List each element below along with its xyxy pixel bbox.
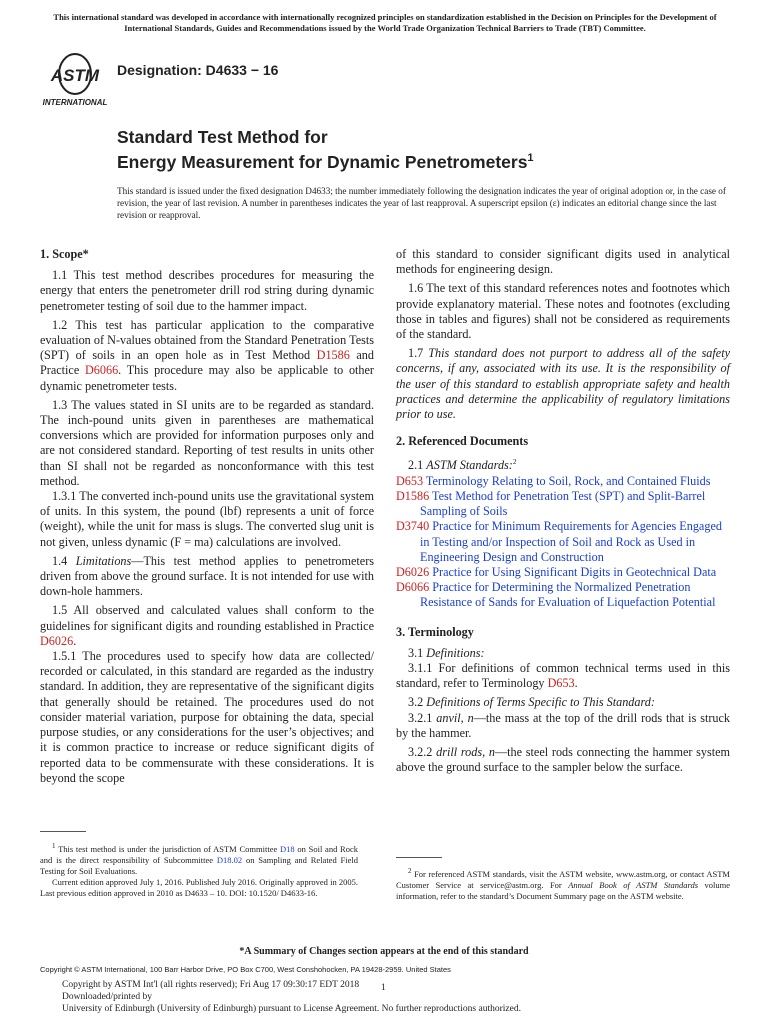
- ref-code[interactable]: D6026: [396, 564, 430, 579]
- svg-text:ASTM: ASTM: [50, 66, 100, 85]
- ref-doc-d1586: [396, 489, 730, 519]
- copyright-line: Copyright © ASTM International, 100 Barr Harbor Drive, PO Box C700, West Conshohocken, PA 19428-2959. United States: [40, 965, 451, 974]
- para-1-3-1: 1.3.1 The converted inch-pound units use the gravitational system of units. In this system, the pound (lbf) represents a unit of force (weight), while the unit for mass is slugs. The converted slug unit is not given, unless dynamic (F = ma) calculations are involved.: [40, 489, 374, 549]
- referenced-docs-list: [396, 474, 730, 611]
- ref-link-d653[interactable]: D653: [547, 676, 575, 691]
- section-heading-scope: 1. Scope*: [40, 247, 89, 261]
- ref-code[interactable]: D6066: [396, 580, 430, 595]
- title-line-1: Standard Test Method for: [117, 127, 328, 147]
- para-1-3: 1.3 The values stated in SI units are to be regarded as standard. The inch-pound units given in parentheses are mathematical conversions which are provided for information purposes only and are not considered standard. Reporting of test results in units other than SI shall not be regarded as nonconformance with this test method.: [40, 397, 374, 488]
- ref-link-d6026[interactable]: D6026: [40, 633, 74, 648]
- para-3-2-1: 3.2.1 anvil, n—the mass at the top of the drill rods that is struck by the hammer.: [396, 710, 731, 740]
- para-1-1: 1.1 This test method describes procedures for measuring the energy that enters the penetrometer drill rod string during dynamic penetrometer testing of soil due to the hammer impact.: [40, 268, 374, 313]
- ref-title[interactable]: Practice for Using Significant Digits in Geotechnical Data: [432, 564, 717, 579]
- subcommittee-link-d18-02[interactable]: D18.02: [216, 854, 243, 865]
- ref-code[interactable]: D3740: [396, 519, 430, 534]
- ref-doc-d653: [396, 474, 730, 489]
- page-title: [117, 127, 534, 173]
- title-line-2: Energy Measurement for Dynamic Penetrometers$^1$: [117, 151, 534, 172]
- download-notice: [62, 979, 521, 1015]
- footnote-2: [396, 866, 730, 902]
- download-line-3: University of Edinburgh (University of Edinburgh) pursuant to License Agreement. No further reproductions authorized.: [62, 1004, 521, 1014]
- section-heading-referenced: 2. Referenced Documents: [396, 434, 529, 449]
- footnote-1-text: $^1$ This test method is under the jurisdiction of ASTM Committee D18 on Soil and Rock and is the direct responsibility of Subcommittee D18.02 on Sampling and Related Field Testing for Soil Evaluations.: [40, 842, 359, 876]
- para-1-5: 1.5 All observed and calculated values shall conform to the guidelines for significant digits and rounding established in Practice D6026.: [40, 603, 374, 648]
- para-3-1: 3.1 Definitions:: [408, 645, 485, 660]
- right-column: [396, 247, 730, 775]
- ref-title[interactable]: Practice for Determining the Normalized Penetration Resistance of Sands for Evaluation of Liquefaction Potential: [420, 580, 716, 610]
- ref-title[interactable]: Practice for Minimum Requirements for Agencies Engaged in Testing and/or Inspection of Soil and Rock as Used in Engineering Design and Construction: [420, 519, 722, 564]
- ref-link-d1586[interactable]: D1586: [316, 348, 350, 363]
- para-1-5-1-continued: of this standard to consider significant digits used in analytical methods for engineering design.: [396, 247, 730, 277]
- ref-code[interactable]: D1586: [396, 488, 430, 503]
- section-heading-terminology: 3. Terminology: [396, 624, 474, 639]
- issuance-note: This standard is issued under the fixed designation D4633; the number immediately following the designation indicates the year of original adoption or, in the case of revision, the year of last revision. A number in parentheses indicates the year of last reapproval. A superscript epsilon (ε) indicates an editorial change since the last revision or reapproval.: [117, 186, 726, 220]
- footnote-2-text: $^2$ For referenced ASTM standards, visit the ASTM website, www.astm.org, or contact ASTM Customer Service at service@astm.org. For Annual Book of ASTM Standards volume information, refer to the standard’s Document Summary page on the ASTM website.: [396, 867, 731, 901]
- para-1-7: 1.7 This standard does not purport to address all of the safety concerns, if any, associated with its use. It is the responsibility of the user of this standard to establish appropriate safety and health practices and determine the applicability of regulatory limitations prior to use.: [396, 346, 730, 422]
- ref-title[interactable]: Terminology Relating to Soil, Rock, and Contained Fluids: [425, 473, 711, 488]
- ref-title[interactable]: Test Method for Penetration Test (SPT) and Split-Barrel Sampling of Soils: [420, 488, 706, 519]
- footnote-1-edition: Current edition approved July 1, 2016. Published July 2016. Originally approved in 2005. Last previous edition approved in 2010 as D4633 – 10. DOI: 10.1520/ D4633-16.: [40, 876, 358, 898]
- ref-doc-d3740: [396, 519, 730, 565]
- ref-code[interactable]: D653: [396, 473, 424, 488]
- wto-notice: This international standard was developed in accordance with internationally recognized principles on standardization established in the Decision on Principles for the Development of International Standards, Guides and Recommendations issued by the World Trade Organization Technical Barriers to Trade (TBT) Committee.: [53, 12, 717, 33]
- para-1-2: 1.2 This test has particular application to the comparative evaluation of N-values obtained from the Standard Penetration Tests (SPT) of soils in an open hole as in Test Method D1586 and Practice D6066. This procedure may also be applicable to other dynamic penetrometer tests.: [40, 317, 374, 393]
- footnote-rule-left: [40, 831, 86, 832]
- logo-caption: INTERNATIONAL: [42, 98, 108, 107]
- left-column: [40, 247, 374, 786]
- committee-link-d18[interactable]: D18: [280, 843, 295, 854]
- para-3-1-1: 3.1.1 For definitions of common technical terms used in this standard, refer to Terminology D653.: [396, 660, 730, 691]
- para-3-2-2: 3.2.2 drill rods, n—the steel rods connecting the hammer system above the ground surface to the sampler below the surface.: [396, 744, 731, 775]
- footnote-1: [40, 841, 358, 899]
- astm-logo: [40, 52, 110, 108]
- para-3-2: 3.2 Definitions of Terms Specific to This Standard:: [408, 695, 655, 710]
- ref-link-d6066[interactable]: D6066: [84, 363, 119, 378]
- download-line-2: Downloaded/printed by: [62, 992, 152, 1002]
- para-1-6: 1.6 The text of this standard references notes and footnotes which provide explanatory material. These notes and footnotes (excluding those in tables and figures) shall not be considered as requirements of the standard.: [396, 281, 730, 342]
- para-1-5-1: 1.5.1 The procedures used to specify how data are collected/ recorded or calculated, in this standard are regarded as the industry standard. In addition, they are representative of the significant digits that generally should be retained. The procedures used do not consider material variation, purpose for obtaining the data, special purpose studies, or any considerations for the user’s objectives; and it is common practice to increase or reduce significant digits of reported data to be commensurate with these considerations. It is beyond the scope: [40, 649, 374, 785]
- para-1-4: 1.4 Limitations—This test method applies to penetrometers driven from above the ground surface. It is not intended for use with down-hole hammers.: [40, 553, 375, 599]
- download-line-1: Copyright by ASTM Int'l (all rights reserved); Fri Aug 17 09:30:17 EDT 2018: [62, 980, 360, 990]
- ref-doc-d6026: [396, 565, 730, 580]
- footnote-rule-right: [396, 857, 442, 858]
- para-2-1: 2.1 ASTM Standards:$^2$: [408, 458, 517, 473]
- designation: Designation: D4633 − 16: [117, 62, 279, 78]
- page-number: 1: [381, 983, 386, 993]
- summary-of-changes-notice: *A Summary of Changes section appears at the end of this standard: [239, 946, 529, 957]
- ref-doc-d6066: [396, 580, 730, 610]
